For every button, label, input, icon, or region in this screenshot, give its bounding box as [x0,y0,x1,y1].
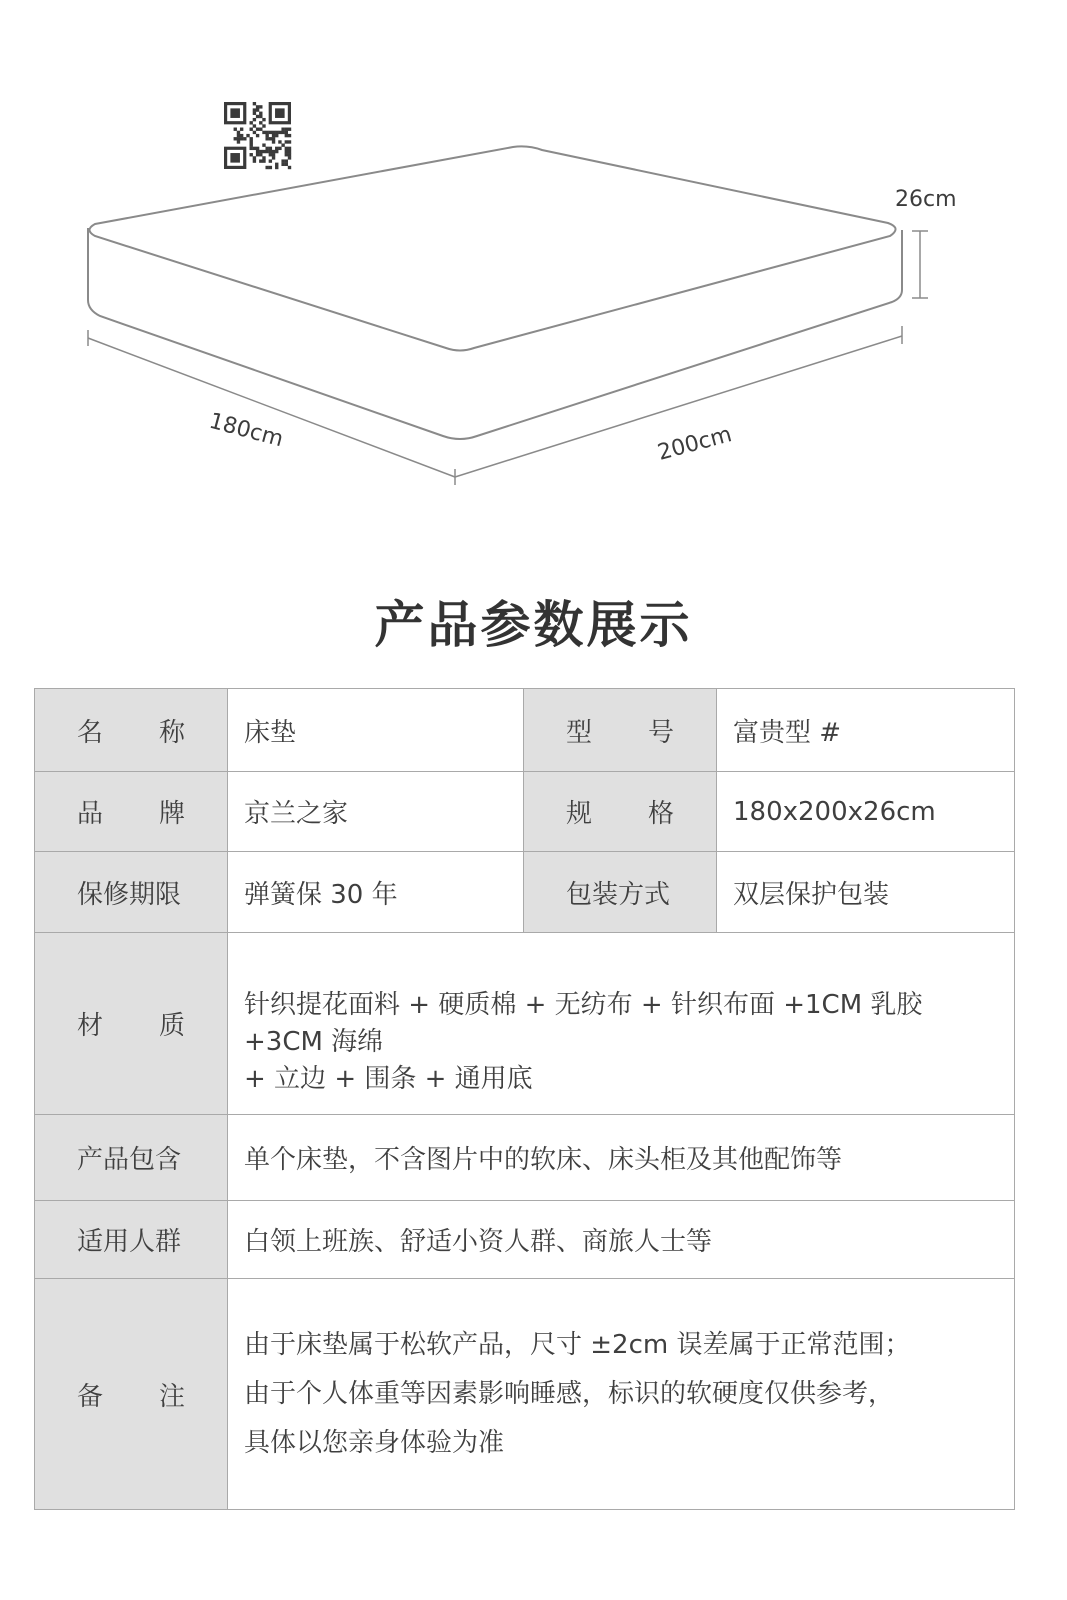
table-row [35,852,1015,933]
material-line: 针织提花面料 + 硬质棉 + 无纺布 + 针织布面 +1CM 乳胶 +3CM 海绵 [244,990,923,1057]
name-label-char: 称 [158,717,185,748]
table-row [35,772,1015,852]
name-label-cell [35,689,228,772]
mattress-body-outline [88,228,902,439]
mattress-top-outline [90,146,896,350]
notes-label-char: 备 [77,1381,104,1412]
notes-line: 具体以您亲身体验为准 [244,1427,505,1458]
height-dimension-line [912,231,928,298]
material-label-char: 质 [158,1011,185,1041]
package-label: 包装方式 [524,852,717,933]
height-label: 26cm [895,187,957,212]
brand-label-cell [35,772,228,852]
notes-value-cell [228,1279,1015,1510]
width-dimension-line [88,330,455,485]
includes-label: 产品包含 [35,1115,228,1201]
audience-value: 白领上班族、舒适小资人群、商旅人士等 [228,1201,1015,1279]
table-row [35,689,1015,772]
table-row [35,1201,1015,1279]
table-row [35,1279,1015,1510]
warranty-label: 保修期限 [35,852,228,933]
size-label-cell [524,772,717,852]
audience-label: 适用人群 [35,1201,228,1279]
length-label: 200cm [655,422,735,466]
model-value: 富贵型 # [717,689,1015,772]
brand-label-char: 品 [77,799,104,829]
notes-label-char: 注 [158,1381,185,1412]
notes-label-cell [35,1279,228,1510]
mattress-dimension-diagram [0,0,1067,520]
notes-line: 由于床垫属于松软产品，尺寸 ±2cm 误差属于正常范围； [244,1329,911,1360]
package-value: 双层保护包装 [717,852,1015,933]
spec-table [34,688,1015,1510]
size-label-char: 规 [566,799,593,829]
name-label-char: 名 [77,717,104,748]
warranty-value: 弹簧保 30 年 [228,852,524,933]
size-value: 180x200x26cm [717,772,1015,852]
notes-line: 由于个人体重等因素影响睡感，标识的软硬度仅供参考， [244,1378,895,1409]
material-label-cell [35,933,228,1115]
includes-value: 单个床垫，不含图片中的软床、床头柜及其他配饰等 [228,1115,1015,1201]
width-label: 180cm [206,408,286,453]
material-line: + 立边 + 围条 + 通用底 [244,1064,533,1094]
size-label-char: 格 [647,799,674,829]
name-value: 床垫 [228,689,524,772]
model-label-char: 型 [566,717,593,748]
brand-value: 京兰之家 [228,772,524,852]
material-value-cell [228,933,1015,1115]
material-label-char: 材 [77,1011,104,1041]
model-label-cell [524,689,717,772]
table-row [35,1115,1015,1201]
table-row [35,933,1015,1115]
page-title: 产品参数展示 [374,596,693,654]
brand-label-char: 牌 [158,799,185,829]
model-label-char: 号 [647,717,674,748]
qr-code-icon [224,102,291,169]
